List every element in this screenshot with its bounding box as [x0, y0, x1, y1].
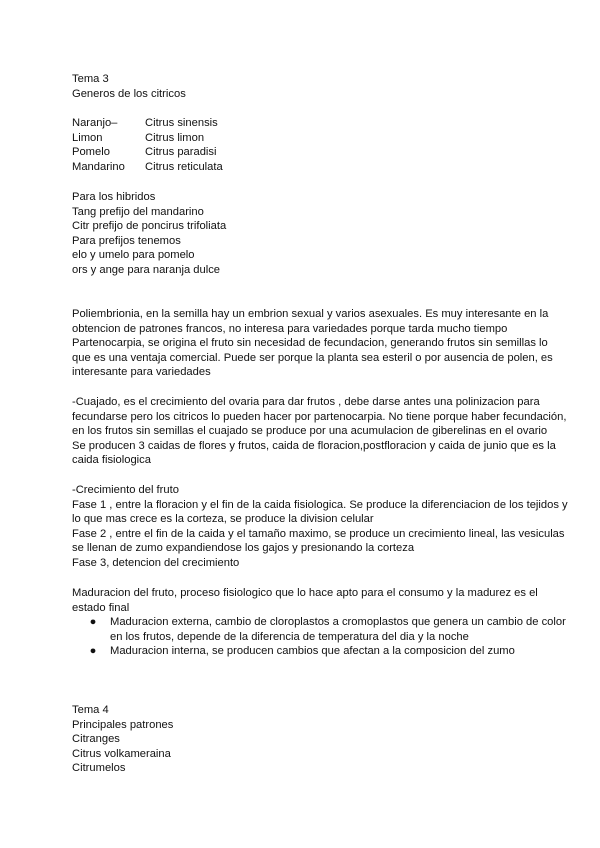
hybrids-line: Citr prefijo de poncirus trifoliata: [72, 220, 227, 233]
paragraph-line: estado final: [72, 601, 130, 614]
bullet-text: Maduracion interna, se producen cambios que afectan a la composicion del zumo: [110, 645, 515, 658]
tema3-subtitle: Generos de los citricos: [72, 87, 186, 100]
paragraph-line: Poliembrionia, en la semilla hay un embrion sexual y varios asexuales. Es muy interesante en la: [72, 308, 549, 320]
cuajado-paragraph: [72, 395, 567, 468]
tema3-heading: [72, 72, 562, 101]
bullet-text: en los frutos, depende de la diferencia de temperatura del dia y la noche: [110, 630, 469, 643]
genus-latin-name: Citrus limon: [145, 131, 205, 144]
paragraph-line: caida fisiologica: [72, 454, 151, 467]
hybrids-line: Para prefijos tenemos: [72, 234, 181, 247]
genera-table: [72, 116, 562, 174]
hybrids-line: elo y umelo para pomelo: [72, 249, 195, 262]
tema4-line: Principales patrones: [72, 718, 174, 731]
tema4-line: Citrumelos: [72, 762, 126, 775]
genus-latin-name: Citrus reticulata: [145, 160, 223, 173]
paragraph-line: -Cuajado, es el crecimiento del ovaria para dar frutos , debe darse antes una polinizacion para: [72, 396, 540, 408]
genus-common-name: Limon: [72, 131, 103, 144]
list-item: [72, 644, 562, 659]
paragraph-line: Fase 2 , entre el fin de la caida y el tamaño maximo, se produce un crecimiento lineal, las vesiculas: [72, 527, 565, 540]
paragraph-line: obtencion de patrones francos, no interesa para variedades porque tarda mucho tiempo: [72, 322, 508, 335]
hybrids-section: [72, 190, 562, 278]
bullet-text: Maduracion externa, cambio de cloroplastos a cromoplastos que genera un cambio de color: [110, 616, 566, 629]
genus-common-name: Pomelo: [72, 146, 110, 159]
maduracion-bullet-list: [72, 615, 566, 659]
bullet-icon: ●: [89, 645, 97, 658]
tema4-line: Citranges: [72, 733, 120, 746]
paragraph-line: -Crecimiento del fruto: [72, 484, 179, 496]
paragraph-line: Fase 1 , entre la floracion y el fin de la caida fisiologica. Se produce la diferenciacion de los tejidos y: [72, 498, 568, 511]
paragraph-line: fecundarse pero los citricos lo pueden hacer por partenocarpia. No tiene porque haber fecundación,: [72, 410, 567, 423]
poliembrionia-paragraph: [72, 307, 562, 380]
tema4-line: Citrus volkameraina: [72, 747, 171, 760]
genus-common-name: Naranjo–: [72, 117, 118, 129]
tema3-title: Tema 3: [72, 73, 109, 85]
list-item: [72, 615, 566, 644]
tema4-section: [72, 703, 562, 776]
paragraph-line: que es una ventaja comercial. Puede ser porque la planta sea esteril o por ausencia de polen, es: [72, 351, 553, 364]
paragraph-line: lo que mas crece es la corteza, se produce la division celular: [72, 513, 374, 526]
paragraph-line: Fase 3, detencion del crecimiento: [72, 556, 240, 569]
paragraph-line: Se producen 3 caidas de flores y frutos, caida de floracion,postfloracion y caida de junio que es la: [72, 439, 556, 452]
genus-common-name: Mandarino: [72, 160, 125, 173]
tema4-title: Tema 4: [72, 704, 109, 716]
paragraph-line: en los frutos sin semillas el cuajado se produce por una acumulacion de giberelinas en el ovario: [72, 425, 548, 438]
paragraph-line: se llenan de zumo expandiendose los gajos y presionando la corteza: [72, 542, 415, 555]
paragraph-line: Maduracion del fruto, proceso fisiologico que lo hace apto para el consumo y la madurez es el: [72, 587, 538, 599]
genus-latin-name: Citrus sinensis: [145, 117, 218, 129]
hybrids-line: ors y ange para naranja dulce: [72, 263, 221, 276]
hybrids-line: Tang prefijo del mandarino: [72, 205, 204, 218]
crecimiento-paragraph: [72, 483, 568, 571]
paragraph-line: interesante para variedades: [72, 366, 211, 379]
hybrids-line: Para los hibridos: [72, 191, 156, 203]
maduracion-section: [72, 586, 566, 659]
bullet-icon: ●: [89, 616, 97, 629]
genus-latin-name: Citrus paradisi: [145, 146, 217, 159]
paragraph-line: Partenocarpia, se origina el fruto sin necesidad de fecundacion, generando frutos sin semillas lo: [72, 337, 548, 350]
